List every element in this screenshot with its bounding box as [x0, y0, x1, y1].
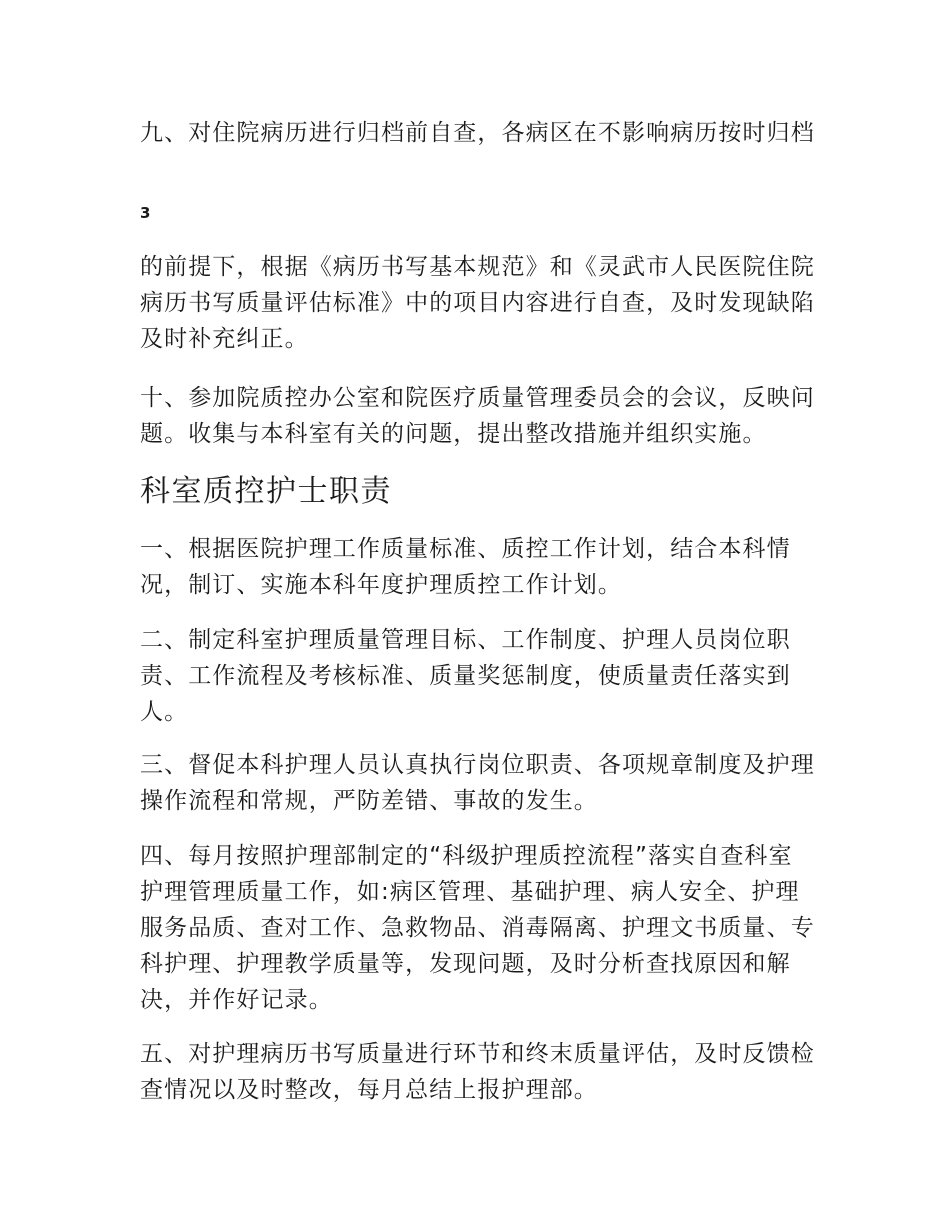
- paragraph-9-continued: 的前提下，根据《病历书写基本规范》和《灵武市人民医院住院病历书写质量评估标准》中的项目内容进行自查，及时发现缺陷及时补充纠正。: [140, 254, 815, 352]
- paragraph-10: 十、参加院质控办公室和院医疗质量管理委员会的会议，反映问题。收集与本科室有关的问题，提出整改措施并组织实施。: [140, 385, 815, 447]
- page-number: 3: [140, 204, 151, 222]
- list-item-2: 二、制定科室护理质量管理目标、工作制度、护理人员岗位职责、工作流程及考核标准、质量奖惩制度，使质量责任落实到人。: [140, 627, 791, 725]
- list-item-4: 四、每月按照护理部制定的“科级护理质控流程”落实自查科室护理管理质量工作，如:病区管理、基础护理、病人安全、护理服务品质、查对工作、急救物品、消毒隔离、护理文书质量、专科护理、护理教学质量等，发现问题，及时分析查找原因和解决，并作好记录。: [140, 843, 815, 1013]
- paragraph-9-start: 九、对住院病历进行归档前自查，各病区在不影响病历按时归档: [140, 120, 815, 146]
- list-item-1: 一、根据医院护理工作质量标准、质控工作计划，结合本科情况，制订、实施本科年度护理质控工作计划。: [140, 536, 791, 598]
- section-heading: 科室质控护士职责: [140, 474, 392, 509]
- list-item-3: 三、督促本科护理人员认真执行岗位职责、各项规章制度及护理操作流程和常规，严防差错、事故的发生。: [140, 752, 815, 814]
- list-item-5: 五、对护理病历书写质量进行环节和终末质量评估，及时反馈检查情况以及时整改，每月总结上报护理部。: [140, 1041, 815, 1103]
